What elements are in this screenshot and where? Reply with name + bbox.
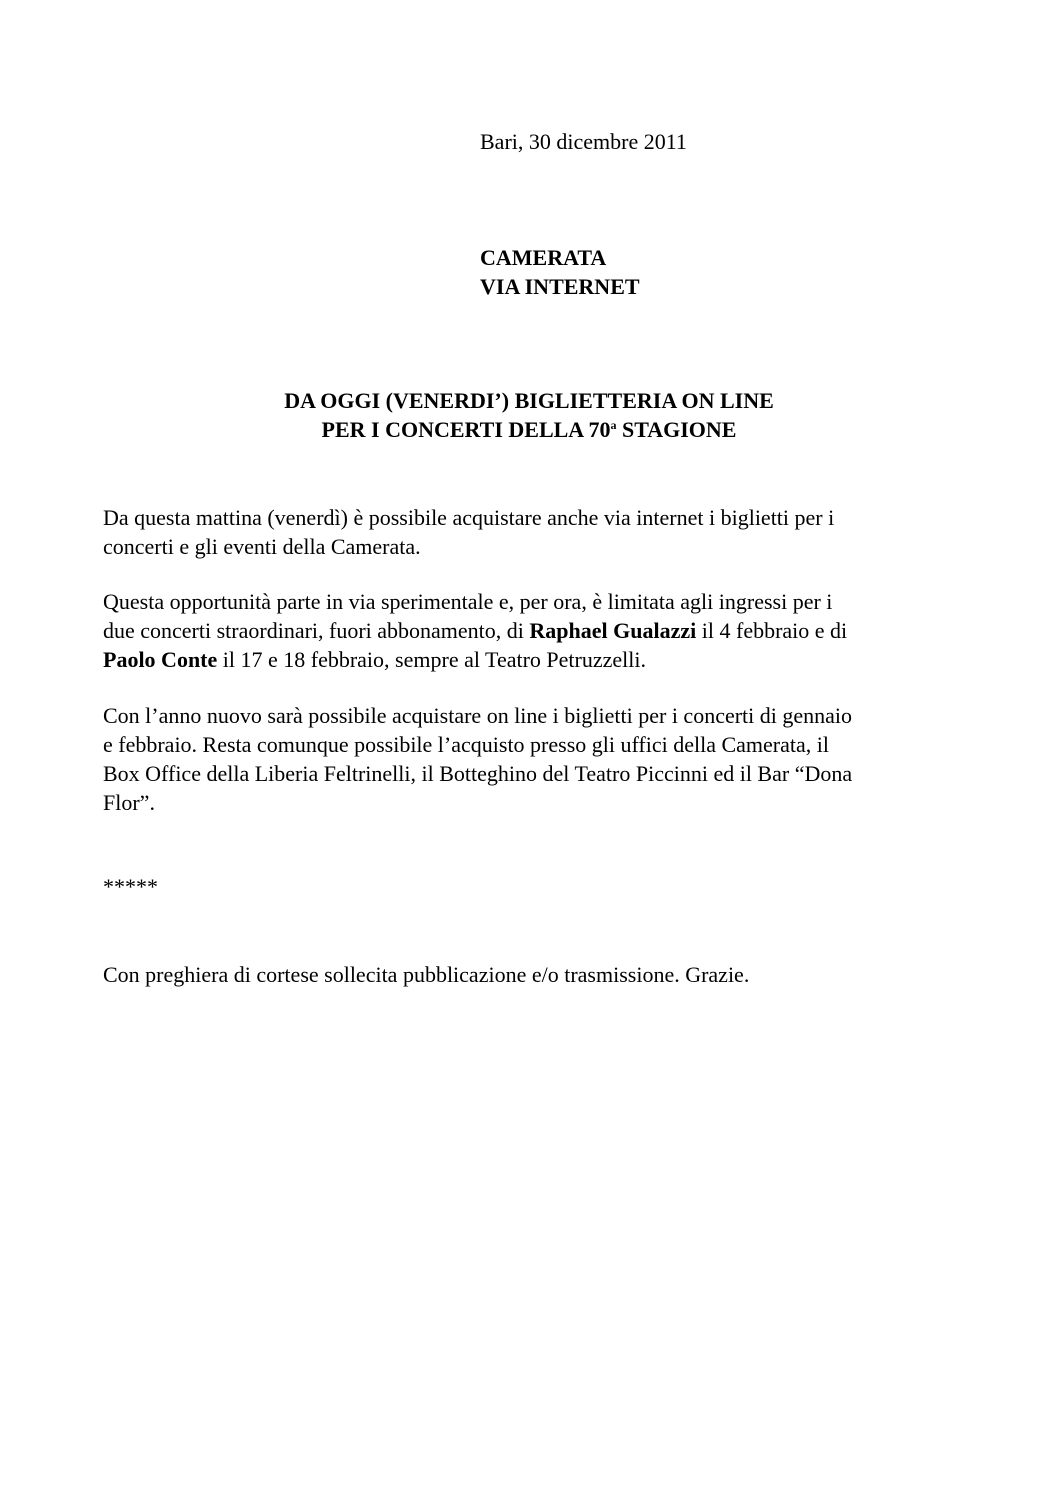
artist-paolo-conte: Paolo Conte [103, 647, 218, 672]
paragraph-1-line-2: concerti e gli eventi della Camerata. [103, 534, 421, 559]
recipient-block [480, 243, 640, 301]
paragraph-2-line-2-end: il 4 febbraio e di [696, 618, 848, 643]
document-title [0, 386, 1058, 444]
paragraph-2-line-2 [103, 616, 963, 645]
title-line-2-end: STAGIONE [616, 417, 737, 442]
title-line-1: DA OGGI (VENERDI’) BIGLIETTERIA ON LINE [284, 388, 774, 413]
title-line-2 [0, 415, 1058, 444]
paragraph-3-line-3: Box Office della Liberia Feltrinelli, il Botteghino del Teatro Piccinni ed il Bar “Dona [103, 761, 853, 786]
paragraph-2-line-3-end: il 17 e 18 febbraio, sempre al Teatro Petruzzelli. [217, 647, 646, 672]
recipient-line-1: CAMERATA [480, 245, 607, 270]
title-line-2-start: PER I CONCERTI DELLA 70 [321, 417, 611, 442]
closing-line: Con preghiera di cortese sollecita pubblicazione e/o trasmissione. Grazie. [103, 962, 750, 987]
paragraph-1-line-1: Da questa mattina (venerdì) è possibile acquistare anche via internet i biglietti per i [103, 505, 835, 530]
paragraph-1 [103, 503, 963, 561]
paragraph-2-line-3 [103, 645, 963, 674]
recipient-line-2: VIA INTERNET [480, 274, 640, 299]
paragraph-2 [103, 587, 963, 674]
paragraph-3 [103, 701, 963, 817]
paragraph-2-line-2-start: due concerti straordinari, fuori abbonamento, di [103, 618, 530, 643]
paragraph-3-line-1: Con l’anno nuovo sarà possibile acquistare on line i biglietti per i concerti di gennaio [103, 703, 853, 728]
ordinal-superscript: a [610, 418, 617, 432]
paragraph-3-line-2: e febbraio. Resta comunque possibile l’acquisto presso gli uffici della Camerata, il [103, 732, 829, 757]
date-line: Bari, 30 dicembre 2011 [480, 129, 687, 154]
paragraph-3-line-4: Flor”. [103, 790, 155, 815]
artist-raphael-gualazzi: Raphael Gualazzi [529, 618, 697, 643]
paragraph-2-line-1: Questa opportunità parte in via sperimentale e, per ora, è limitata agli ingressi per i [103, 589, 833, 614]
section-separator: ***** [103, 874, 158, 899]
